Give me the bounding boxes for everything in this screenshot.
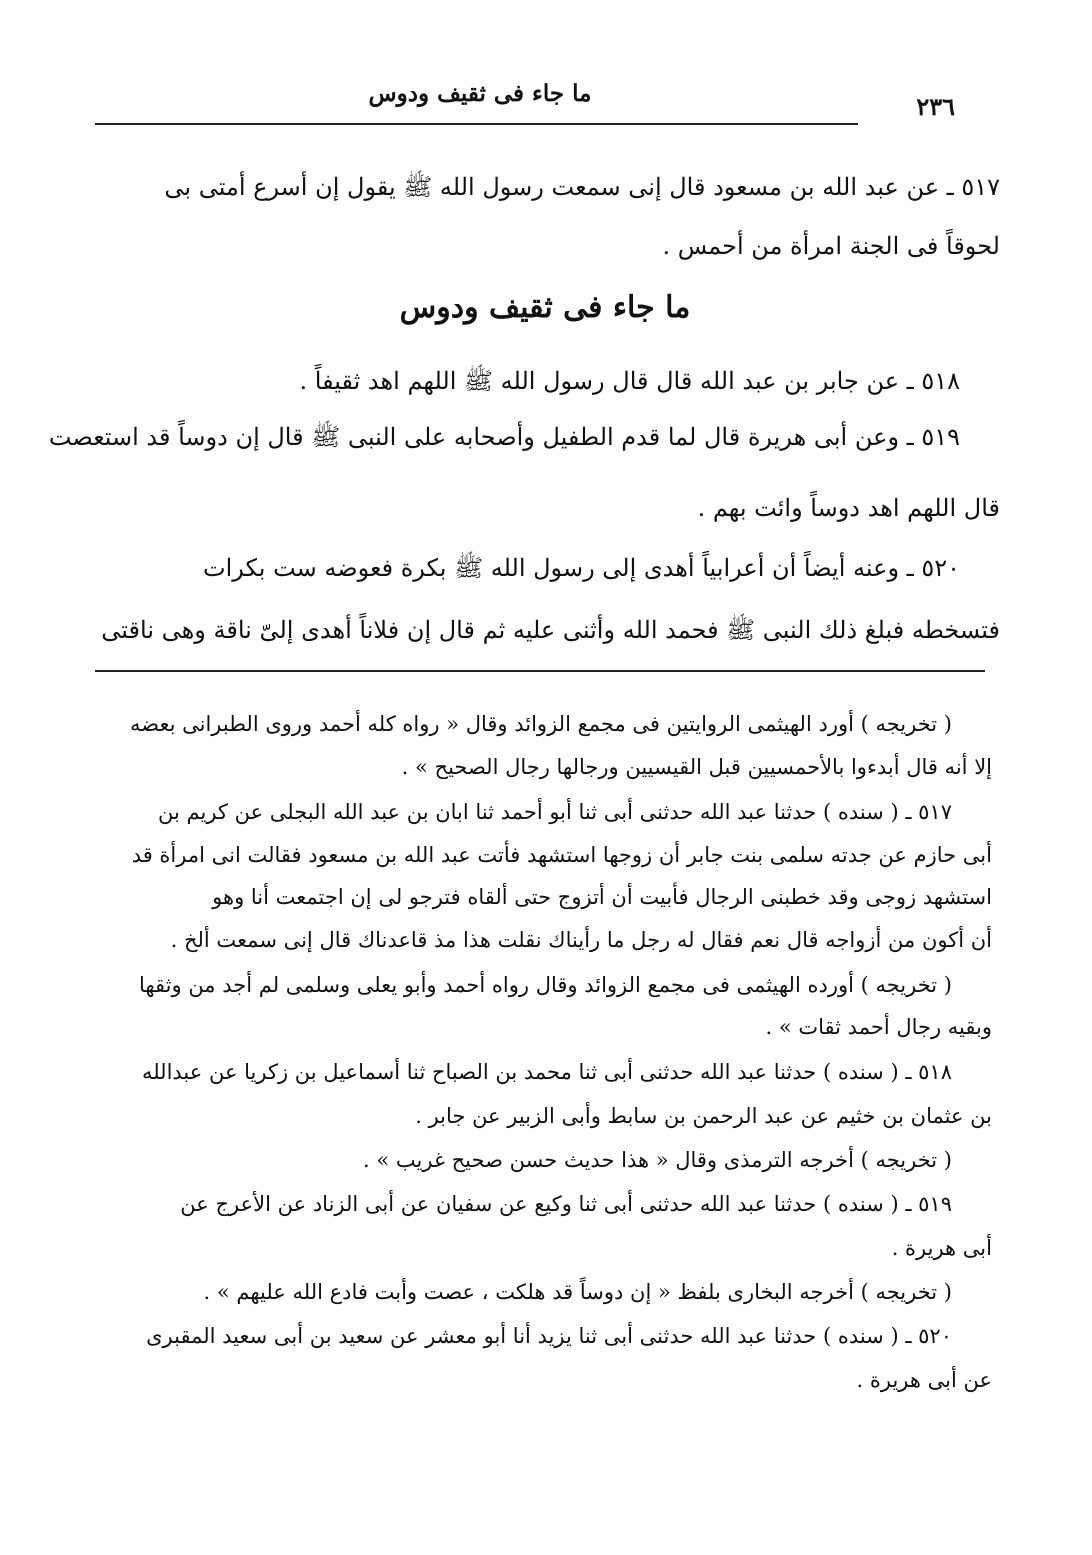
footnote-line: ٥١٨ ـ ( سنده ) حدثنا عبد الله حدثنى أبى ثنا محمد بن الصباح ثنا أسماعيل بن زكريا عن عبدالله bbox=[141, 1060, 952, 1084]
hadith-519-line-1: ٥١٩ ـ وعن أبى هريرة قال لما قدم الطفيل وأصحابه على النبى ﷺ قال إن دوساً قد استعصت bbox=[48, 423, 960, 451]
footnote-line: بن عثمان بن خثيم عن عبد الرحمن بن سابط وأبى الزبير عن جابر . bbox=[415, 1104, 992, 1128]
running-title: ما جاء فى ثقيف ودوس bbox=[368, 80, 592, 107]
footnote-line: ٥١٩ ـ ( سنده ) حدثنا عبد الله حدثنى أبى ثنا وكيع عن سفيان عن أبى الزناد عن الأعرج عن bbox=[180, 1192, 952, 1216]
hadith-519-line-2: قال اللهم اهد دوساً وائت بهم . bbox=[697, 494, 1000, 522]
footnote-line: ( تخريجه ) أخرجه الترمذى وقال « هذا حديث حسن صحيح غريب » . bbox=[363, 1148, 952, 1172]
section-title: ما جاء فى ثقيف ودوس bbox=[399, 290, 691, 325]
footnote-line: وبقيه رجال أحمد ثقات » . bbox=[765, 1015, 992, 1039]
hadith-517-line-2: لحوقاً فى الجنة امرأة من أحمس . bbox=[662, 232, 1000, 260]
footnote-line: ( تخريجه ) أخرجه البخارى بلفظ « إن دوساً قد هلكت ، عصت وأبت فادع الله عليهم » . bbox=[203, 1280, 952, 1304]
footnote-line: عن أبى هريرة . bbox=[856, 1368, 992, 1392]
page-header bbox=[95, 70, 985, 130]
footnote-line: ٥١٧ ـ ( سنده ) حدثنا عبد الله حدثنى أبى ثنا أبو أحمد ثنا ابان بن عبد الله البجلى عن كريم بن bbox=[158, 800, 952, 824]
footnote-line: أن أكون من أزواجه قال نعم فقال له رجل ما رأيناك نقلت هذا مذ قاعدناك قال إنى سمعت ألخ . bbox=[170, 928, 992, 952]
footnote-line: ٥٢٠ ـ ( سنده ) حدثنا عبد الله حدثنى أبى ثنا يزيد أنا أبو معشر عن سعيد بن أبى سعيد المقبرى bbox=[146, 1324, 952, 1348]
footnote-line: ( تخريجه ) أورد الهيثمى الروايتين فى مجمع الزوائد وقال « رواه كله أحمد وروى الطبرانى بعضه bbox=[129, 712, 952, 736]
page-number: ٢٣٦ bbox=[916, 92, 955, 121]
footnote-line: استشهد زوجى وقد خطبنى الرجال فأبيت أن أتزوج حتى ألقاه فترجو لى إن اجتمعت أنا وهو bbox=[212, 885, 992, 909]
footnote-line: ( تخريجه ) أورده الهيثمى فى مجمع الزوائد وقال رواه أحمد وأبو يعلى وسلمى لم أجد من وثقها bbox=[138, 973, 952, 997]
hadith-517-line-1: ٥١٧ ـ عن عبد الله بن مسعود قال إنى سمعت رسول الله ﷺ يقول إن أسرع أمتى بى bbox=[164, 173, 1000, 201]
hadith-520-line-1: ٥٢٠ ـ وعنه أيضاً أن أعرابياً أهدى إلى رسول الله ﷺ بكرة فعوضه ست بكرات bbox=[203, 554, 960, 582]
footnote-line: إلا أنه قال أبدءوا بالأحمسيين قبل القيسيين ورجالها رجال الصحيح » . bbox=[401, 755, 992, 779]
footnote-line: أبى حازم عن جدته سلمى بنت جابر أن زوجها استشهد فأتت عبد الله بن مسعود فقالت انى امرأة قد bbox=[131, 843, 992, 867]
header-rule bbox=[95, 123, 858, 125]
footnote-separator bbox=[95, 670, 985, 672]
footnote-line: أبى هريرة . bbox=[891, 1236, 992, 1260]
hadith-518-line-1: ٥١٨ ـ عن جابر بن عبد الله قال قال رسول الله ﷺ اللهم اهد ثقيفاً . bbox=[299, 367, 960, 395]
hadith-520-line-2: فتسخطه فبلغ ذلك النبى ﷺ فحمد الله وأثنى عليه ثم قال إن فلاناً أهدى إلىّ ناقة وهى ناقتى bbox=[101, 616, 1000, 644]
